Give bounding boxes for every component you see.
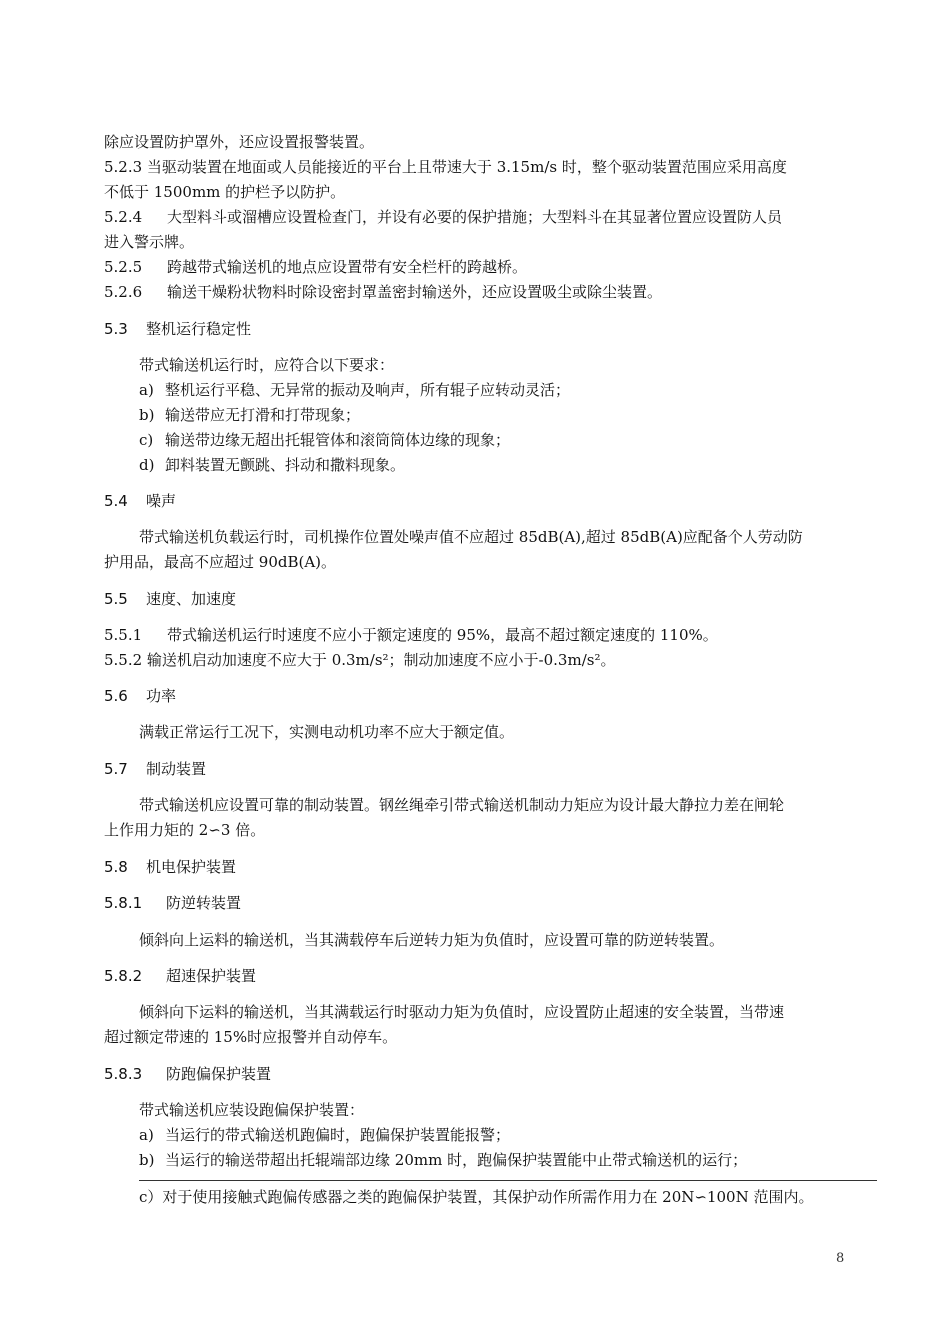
section-heading-5-4 <box>104 491 176 511</box>
section-heading-5-5 <box>104 589 236 609</box>
paragraph-line: 5.2.3 当驱动装置在地面或人员能接近的平台上且带速大于 3.15m/s 时，整个驱动装置范围应采用高度 <box>104 158 787 176</box>
paragraph-line: 倾斜向上运料的输送机，当其满载停车后逆转力矩为负值时，应设置可靠的防逆转装置。 <box>139 931 725 949</box>
paragraph-line: 带式输送机负载运行时，司机操作位置处噪声值不应超过 85dB(A),超过 85dB(A)应配备个人劳动防 <box>139 528 803 546</box>
clause-number: 5.2.5 <box>104 258 143 276</box>
paragraph-line: 上作用力矩的 2∽3 倍。 <box>104 821 266 839</box>
clause-text: 大型料斗或溜槽应设置检查门，并设有必要的保护措施；大型料斗在其显著位置应设置防人员 <box>167 208 783 226</box>
list-item <box>139 380 570 400</box>
paragraph-line: 带式输送机应装设跑偏保护装置： <box>139 1101 365 1119</box>
list-marker: d) <box>139 456 155 474</box>
paragraph-line: 5.5.2 输送机启动加速度不应大于 0.3m/s²；制动加速度不应小于-0.3m/s²。 <box>104 651 616 669</box>
paragraph-line: 护用品，最高不应超过 90dB(A)。 <box>104 553 337 571</box>
heading-text: 制动装置 <box>146 760 207 778</box>
list-marker: c) <box>139 431 154 449</box>
clause-5-2-6 <box>104 282 662 302</box>
heading-number: 5.3 <box>104 320 128 338</box>
list-item <box>139 430 510 450</box>
section-heading-5-8-2 <box>104 966 256 986</box>
list-marker: b) <box>139 406 155 424</box>
heading-number: 5.8.2 <box>104 967 143 985</box>
list-item <box>139 1125 510 1145</box>
paragraph-line: c）对于使用接触式跑偏传感器之类的跑偏保护装置，其保护动作所需作用力在 20N∽100N 范围内。 <box>139 1188 814 1206</box>
list-marker: a) <box>139 1126 154 1144</box>
section-heading-5-8-3 <box>104 1064 271 1084</box>
paragraph-line: 带式输送机运行时，应符合以下要求： <box>139 356 395 374</box>
paragraph-line: 进入警示牌。 <box>104 233 195 251</box>
clause-text: 跨越带式输送机的地点应设置带有安全栏杆的跨越桥。 <box>167 258 528 276</box>
clause-text: 带式输送机运行时速度不应小于额定速度的 95%，最高不超过额定速度的 110%。 <box>167 626 718 644</box>
paragraph-line: 满载正常运行工况下，实测电动机功率不应大于额定值。 <box>139 723 515 741</box>
clause-number: 5.5.1 <box>104 626 143 644</box>
list-item <box>139 1150 747 1170</box>
heading-text: 防逆转装置 <box>166 894 242 912</box>
heading-number: 5.7 <box>104 760 128 778</box>
list-item <box>139 455 405 475</box>
heading-number: 5.8 <box>104 858 128 876</box>
section-heading-5-7 <box>104 759 206 779</box>
clause-5-2-5 <box>104 257 527 277</box>
paragraph-line: 倾斜向下运料的输送机，当其满载运行时驱动力矩为负值时，应设置防止超速的安全装置，当带速 <box>139 1003 785 1021</box>
section-heading-5-3 <box>104 319 251 339</box>
heading-text: 超速保护装置 <box>166 967 257 985</box>
list-text: 当运行的带式输送机跑偏时，跑偏保护装置能报警； <box>165 1126 511 1144</box>
list-text: 卸料装置无颤跳、抖动和撒料现象。 <box>165 456 406 474</box>
list-text: 当运行的输送带超出托辊端部边缘 20mm 时，跑偏保护装置能中止带式输送机的运行； <box>165 1151 748 1169</box>
paragraph-line: 带式输送机应设置可靠的制动装置。钢丝绳牵引带式输送机制动力矩应为设计最大静拉力差在闸轮 <box>139 796 785 814</box>
section-heading-5-6 <box>104 686 176 706</box>
paragraph-line: 除应设置防护罩外，还应设置报警装置。 <box>104 133 375 151</box>
heading-number: 5.5 <box>104 590 128 608</box>
section-heading-5-8 <box>104 857 236 877</box>
heading-text: 速度、加速度 <box>146 590 237 608</box>
heading-number: 5.4 <box>104 492 128 510</box>
clause-text: 输送干燥粉状物料时除设密封罩盖密封输送外，还应设置吸尘或除尘装置。 <box>167 283 663 301</box>
heading-text: 防跑偏保护装置 <box>166 1065 272 1083</box>
horizontal-rule <box>139 1180 877 1181</box>
heading-text: 机电保护装置 <box>146 858 237 876</box>
clause-number: 5.2.4 <box>104 208 143 226</box>
paragraph-line: 不低于 1500mm 的护栏予以防护。 <box>104 183 346 201</box>
heading-number: 5.8.3 <box>104 1065 143 1083</box>
heading-number: 5.6 <box>104 687 128 705</box>
paragraph-line: 超过额定带速的 15%时应报警并自动停车。 <box>104 1028 398 1046</box>
list-text: 输送带边缘无超出托辊管体和滚筒筒体边缘的现象； <box>165 431 511 449</box>
section-heading-5-8-1 <box>104 893 241 913</box>
clause-5-2-4 <box>104 207 782 227</box>
list-text: 整机运行平稳、无异常的振动及响声，所有辊子应转动灵活； <box>165 381 571 399</box>
page-number: 8 <box>836 1251 845 1266</box>
list-item <box>139 405 360 425</box>
list-marker: b) <box>139 1151 155 1169</box>
heading-text: 功率 <box>146 687 177 705</box>
heading-text: 整机运行稳定性 <box>146 320 252 338</box>
clause-number: 5.2.6 <box>104 283 143 301</box>
heading-text: 噪声 <box>146 492 177 510</box>
clause-5-5-1 <box>104 625 718 645</box>
list-marker: a) <box>139 381 154 399</box>
list-text: 输送带应无打滑和打带现象； <box>165 406 361 424</box>
heading-number: 5.8.1 <box>104 894 143 912</box>
